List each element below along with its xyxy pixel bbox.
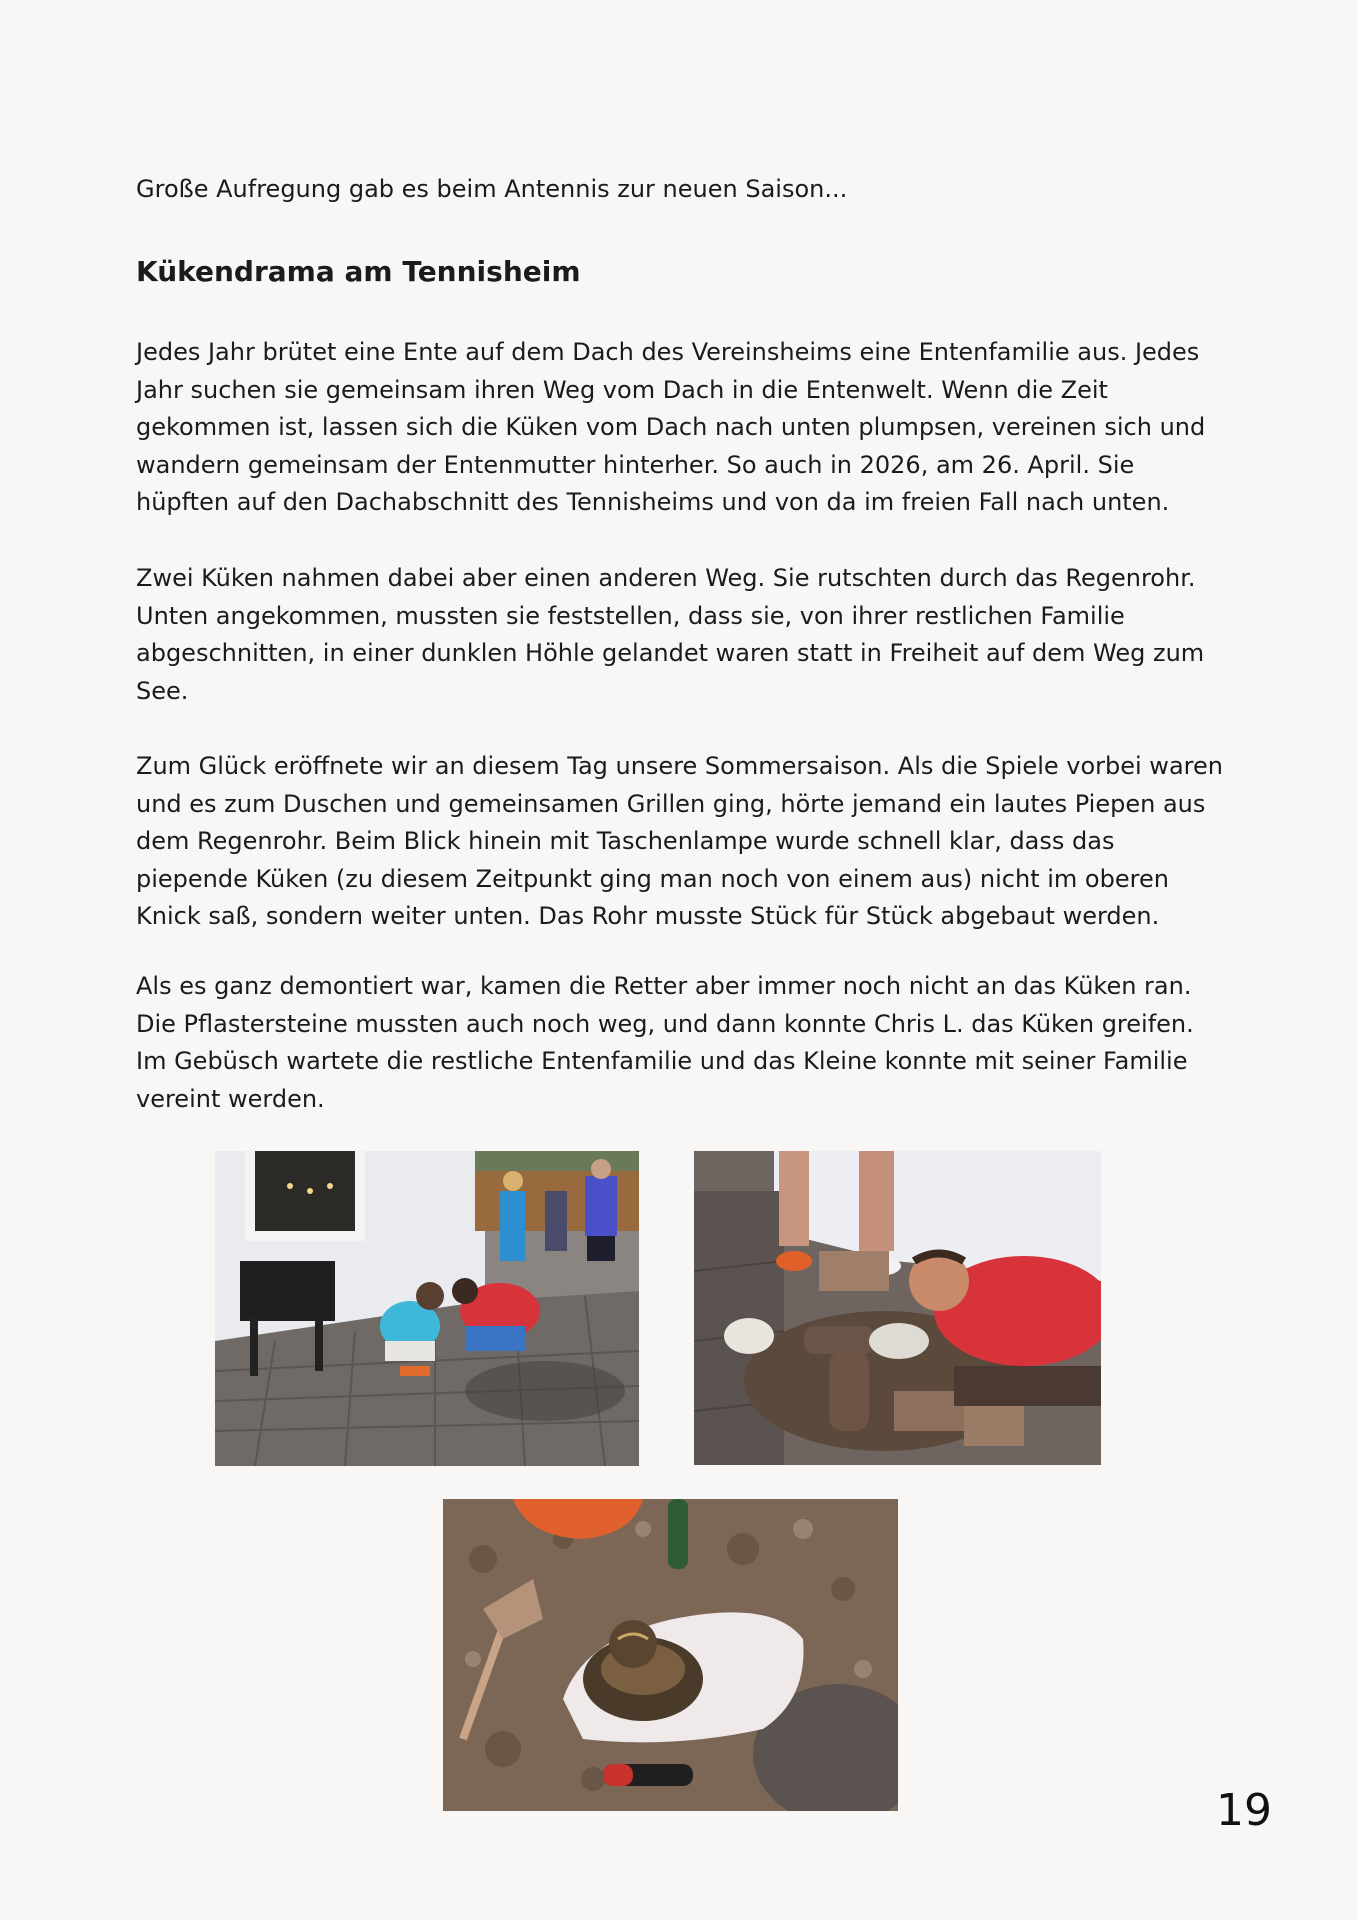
photo-pipe-dismantling (694, 1151, 1101, 1465)
photo-terrace-rescue (215, 1151, 639, 1466)
intro-text: Große Aufregung gab es beim Antennis zur neuen Saison... (136, 175, 848, 203)
photo-duckling-rescued (443, 1499, 898, 1811)
page-number: 19 (1216, 1785, 1272, 1836)
paragraph-3: Zum Glück eröffnete wir an diesem Tag unsere Sommersaison. Als die Spiele vorbei waren und es zum Duschen und gemeinsamen Grillen ging, hörte jemand ein lautes Piepen aus dem Regenrohr. Beim Blick hinein mit Taschenlampe wurde schnell klar, dass das piepende Küken (zu diesem Zeitpunkt ging man noch von einem aus) nicht im oberen Knick saß, sondern weiter unten. Das Rohr musste Stück für Stück abgebaut werden. (136, 752, 1223, 931)
paragraph-2: Zwei Küken nahmen dabei aber einen anderen Weg. Sie rutschten durch das Regenrohr. Unten angekommen, mussten sie feststellen, dass sie, von ihrer restlichen Familie abgeschnitten, in einer dunklen Höhle gelandet waren statt in Freiheit auf dem Weg zum See. (136, 564, 1205, 705)
paragraph-4: Als es ganz demontiert war, kamen die Retter aber immer noch nicht an das Küken ran. Die Pflastersteine mussten auch noch weg, und dann konnte Chris L. das Küken greifen. Im Gebüsch wartete die restliche Entenfamilie und das Kleine konnte mit seiner Familie vereint werden. (136, 972, 1194, 1113)
article-headline: Kükendrama am Tennisheim (136, 255, 581, 288)
paragraph-1: Jedes Jahr brütet eine Ente auf dem Dach des Vereinsheims eine Entenfamilie aus. Jedes Jahr suchen sie gemeinsam ihren Weg vom Dach in die Entenwelt. Wenn die Zeit gekommen ist, lassen sich die Küken vom Dach nach unten plumpsen, vereinen sich und wandern gemeinsam der Entenmutter hinterher. So auch in 2026, am 26. April. Sie hüpften auf den Dachabschnitt des Tennisheims und von da im freien Fall nach unten. (136, 338, 1206, 517)
